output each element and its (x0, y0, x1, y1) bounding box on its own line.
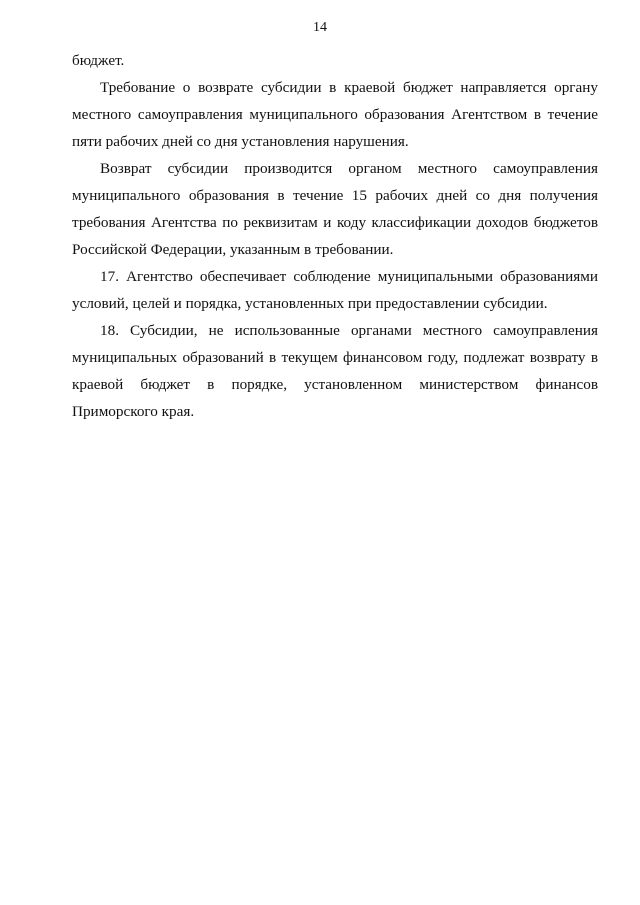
paragraph-item-18-end: Приморского края. (72, 403, 195, 420)
paragraph-refund-requirement: Требование о возврате субсидии в краевой бюджет направляется органу местного самоуправления муниципального образования Агентством в течение пяти рабочих дней со дня установления нарушения. (72, 79, 598, 150)
page-number: 14 (313, 20, 327, 35)
paragraph-item-17: 17. Агентство обеспечивает соблюдение муниципальными образованиями условий, целей и порядка, установленных при предоставлении субсидии. (72, 268, 598, 312)
document-body (72, 47, 598, 425)
paragraph-refund-procedure: Возврат субсидии производится органом местного самоуправления муниципального образования в течение 15 рабочих дней со дня получения требования Агентства по реквизитам и коду классификации доходов бюджетов Российской Федерации, указанным в требовании. (72, 160, 598, 258)
paragraph-continuation: бюджет. (72, 52, 125, 69)
paragraph-item-18: 18. Субсидии, не использованные органами местного самоуправления муниципальных образований в текущем финансовом году, подлежат возврату в краевой бюджет в порядке, установленном министерством финансов (72, 322, 598, 393)
